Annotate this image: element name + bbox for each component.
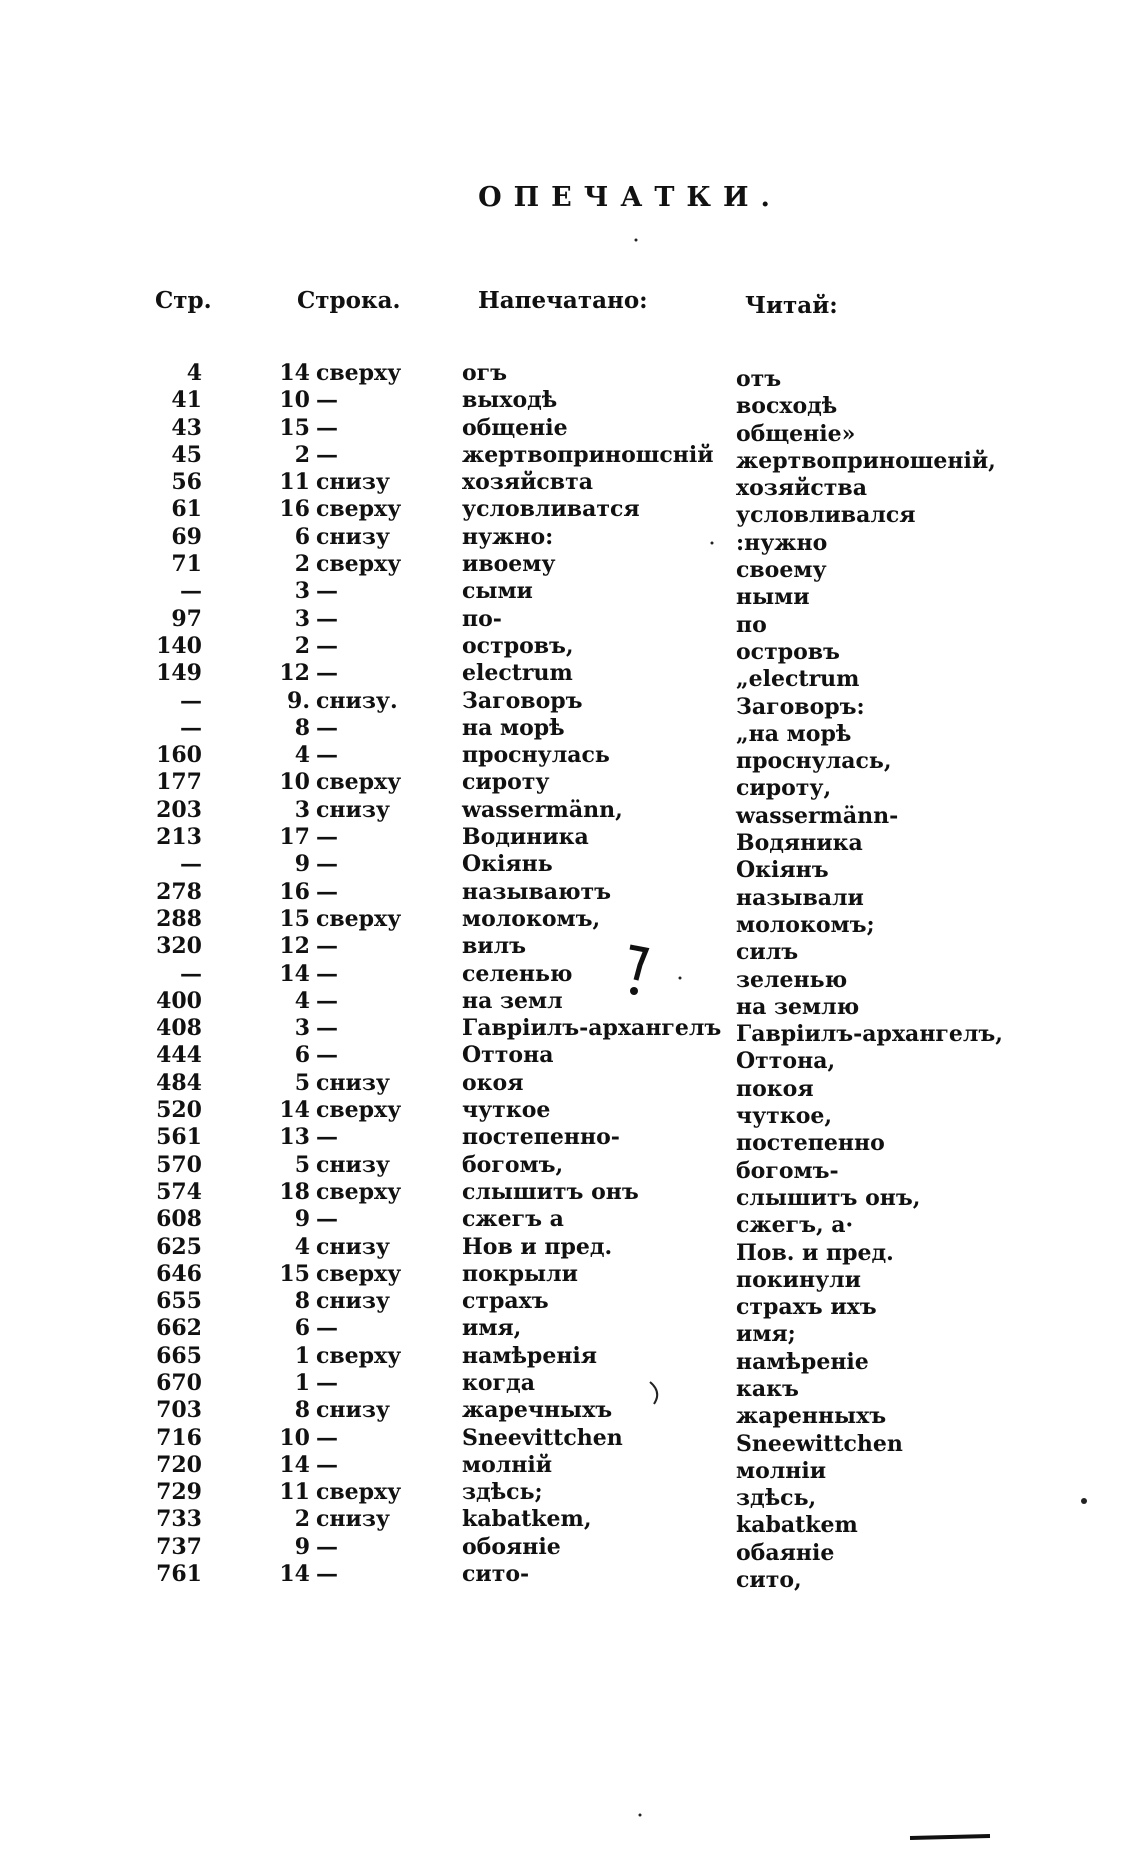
errata-row xyxy=(0,387,1140,420)
row-read: какъ xyxy=(736,1375,799,1402)
row-line-number: 4 xyxy=(294,742,310,769)
row-line-number: 4 xyxy=(294,1233,310,1260)
row-line-number: 12 xyxy=(279,933,310,960)
row-line-direction: — xyxy=(316,1206,338,1233)
row-printed: wassermänn, xyxy=(462,796,623,823)
row-page: 720 xyxy=(156,1451,202,1478)
row-line-direction: — xyxy=(316,878,338,905)
row-line-direction: — xyxy=(316,933,338,960)
errata-row xyxy=(0,1124,1140,1157)
errata-row xyxy=(0,851,1140,884)
row-printed: намѣренія xyxy=(462,1342,598,1369)
errata-row xyxy=(0,605,1140,638)
row-read: своему xyxy=(736,557,827,584)
row-page: 570 xyxy=(156,1151,202,1178)
row-line-number: 2 xyxy=(294,441,310,468)
row-line-number: 6 xyxy=(294,1042,310,1069)
row-page: 149 xyxy=(156,660,202,687)
row-page: 160 xyxy=(156,742,202,769)
row-line-number: 15 xyxy=(279,905,310,932)
row-line-number: 5 xyxy=(294,1069,310,1096)
errata-row xyxy=(0,551,1140,584)
row-line-direction: сверху xyxy=(316,1178,402,1205)
row-page: 625 xyxy=(156,1233,202,1260)
row-line-direction: снизу xyxy=(316,1069,390,1096)
row-line-direction: сверху xyxy=(316,360,402,386)
row-line-number: 14 xyxy=(279,1561,310,1588)
row-page: 4 xyxy=(186,360,202,386)
row-printed: сито- xyxy=(462,1561,530,1588)
row-read: проснулась, xyxy=(736,748,892,775)
row-read: слышитъ онъ, xyxy=(736,1184,921,1211)
row-line-direction: — xyxy=(316,1042,338,1069)
row-read: отъ xyxy=(736,366,782,392)
row-printed: проснулась xyxy=(462,742,610,769)
row-line-number: 16 xyxy=(279,878,310,905)
errata-row xyxy=(0,1069,1140,1102)
row-page: 43 xyxy=(171,414,202,441)
row-line-direction: снизу xyxy=(316,1506,390,1533)
errata-row xyxy=(0,660,1140,693)
row-page: 203 xyxy=(156,796,202,823)
row-page: 761 xyxy=(156,1561,202,1588)
row-line-number: 11 xyxy=(279,469,310,496)
errata-row xyxy=(0,1178,1140,1211)
errata-row xyxy=(0,714,1140,747)
row-line-number: 10 xyxy=(279,1424,310,1451)
row-page: 608 xyxy=(156,1206,202,1233)
errata-row xyxy=(0,1233,1140,1266)
errata-row xyxy=(0,1342,1140,1375)
row-printed: жертвоприношсній xyxy=(462,441,714,468)
row-printed: жаречныхъ xyxy=(462,1397,613,1424)
errata-row xyxy=(0,960,1140,993)
row-line-direction: — xyxy=(316,987,338,1014)
row-printed: Sneevittchen xyxy=(462,1424,623,1451)
row-read: островъ xyxy=(736,638,840,665)
row-line-direction: — xyxy=(316,1015,338,1042)
row-page: 278 xyxy=(156,878,202,905)
errata-row xyxy=(0,414,1140,447)
row-page: 665 xyxy=(156,1342,202,1369)
row-line-number: 8 xyxy=(294,1397,310,1424)
row-page: 97 xyxy=(171,605,202,632)
row-line-direction: — xyxy=(316,714,338,741)
errata-row xyxy=(0,1369,1140,1402)
row-line-number: 6 xyxy=(294,1315,310,1342)
row-printed: kabatkem, xyxy=(462,1506,592,1533)
errata-row xyxy=(0,1206,1140,1239)
row-read: молніи xyxy=(736,1457,827,1484)
row-printed: Оттона xyxy=(462,1042,554,1069)
errata-row xyxy=(0,742,1140,775)
row-line-direction: сверху xyxy=(316,1260,402,1287)
row-line-number: 10 xyxy=(279,387,310,414)
row-page: 520 xyxy=(156,1097,202,1124)
row-printed: постепенно- xyxy=(462,1124,620,1151)
row-printed: общеніе xyxy=(462,414,568,441)
errata-row xyxy=(0,1151,1140,1184)
errata-row xyxy=(0,796,1140,829)
row-line-number: 13 xyxy=(279,1124,310,1151)
row-line-number: 1 xyxy=(294,1342,310,1369)
row-page: 320 xyxy=(156,933,202,960)
row-line-number: 2 xyxy=(294,551,310,578)
errata-row xyxy=(0,441,1140,474)
row-printed: называютъ xyxy=(462,878,612,905)
errata-row xyxy=(0,1561,1140,1594)
row-line-number: 14 xyxy=(279,1097,310,1124)
row-line-direction: снизу xyxy=(316,469,390,496)
errata-row xyxy=(0,1479,1140,1512)
header-read: Читай: xyxy=(745,292,838,319)
row-line-number: 9. xyxy=(287,687,310,714)
row-line-direction: сверху xyxy=(316,496,402,523)
row-read: намѣреніе xyxy=(736,1348,869,1375)
row-line-number: 14 xyxy=(279,360,310,386)
errata-row xyxy=(0,1424,1140,1457)
row-line-direction: — xyxy=(316,960,338,987)
row-printed: островъ, xyxy=(462,632,574,659)
row-line-direction: сверху xyxy=(316,1342,402,1369)
errata-row xyxy=(0,632,1140,665)
errata-row xyxy=(0,687,1140,720)
errata-row xyxy=(0,1506,1140,1539)
row-printed: Нов и пред. xyxy=(462,1233,613,1260)
row-printed: богомъ, xyxy=(462,1151,564,1178)
errata-row xyxy=(0,1451,1140,1484)
row-line-direction: сверху xyxy=(316,551,402,578)
row-printed: сыми xyxy=(462,578,533,605)
errata-row xyxy=(0,1315,1140,1348)
row-line-number: 18 xyxy=(279,1178,310,1205)
errata-row xyxy=(0,905,1140,938)
row-read: ными xyxy=(736,584,810,611)
row-line-number: 3 xyxy=(294,1015,310,1042)
row-printed: выходѣ xyxy=(462,387,558,414)
row-read: чуткое, xyxy=(736,1103,833,1130)
row-line-direction: — xyxy=(316,851,338,878)
row-printed: обояніе xyxy=(462,1533,561,1560)
row-printed: Водиника xyxy=(462,824,589,851)
row-line-direction: снизу xyxy=(316,796,390,823)
page-title: ОПЕЧАТКИ. xyxy=(478,182,782,213)
errata-row xyxy=(0,496,1140,529)
row-read: богомъ- xyxy=(736,1157,839,1184)
row-read: Пов. и пред. xyxy=(736,1239,894,1266)
row-page: 561 xyxy=(156,1124,202,1151)
row-line-direction: сверху xyxy=(316,769,402,796)
row-read: страхъ ихъ xyxy=(736,1294,877,1321)
row-line-direction: снизу xyxy=(316,523,390,550)
row-line-direction: — xyxy=(316,660,338,687)
row-line-number: 16 xyxy=(279,496,310,523)
row-read: сироту, xyxy=(736,775,832,802)
row-line-direction: — xyxy=(316,1561,338,1588)
row-printed: селенью xyxy=(462,960,573,987)
errata-row xyxy=(0,1042,1140,1075)
row-read: по xyxy=(736,611,767,638)
row-page: 484 xyxy=(156,1069,202,1096)
errata-row xyxy=(0,1097,1140,1130)
row-page: — xyxy=(180,714,202,741)
errata-row xyxy=(0,469,1140,502)
row-read: молокомъ; xyxy=(736,911,875,938)
row-page: 177 xyxy=(156,769,202,796)
row-line-direction: снизу xyxy=(316,1151,390,1178)
row-printed: страхъ xyxy=(462,1288,549,1315)
row-line-number: 14 xyxy=(279,1451,310,1478)
header-page: Стр. xyxy=(155,287,212,314)
row-line-direction: — xyxy=(316,1369,338,1396)
errata-row xyxy=(0,360,1140,392)
row-read: жаренныхъ xyxy=(736,1403,887,1430)
row-read: Заговоръ: xyxy=(736,693,865,720)
row-line-direction: снизу xyxy=(316,1233,390,1260)
row-line-number: 3 xyxy=(294,796,310,823)
row-printed: сироту xyxy=(462,769,550,796)
row-line-number: 6 xyxy=(294,523,310,550)
row-line-number: 5 xyxy=(294,1151,310,1178)
row-line-number: 11 xyxy=(279,1479,310,1506)
row-line-direction: — xyxy=(316,414,338,441)
row-line-direction: — xyxy=(316,1424,338,1451)
row-read: на землю xyxy=(736,993,860,1020)
row-read: постепенно xyxy=(736,1130,885,1157)
row-read: имя; xyxy=(736,1321,796,1348)
row-read: восходѣ xyxy=(736,393,838,420)
row-page: — xyxy=(180,960,202,987)
row-read: „electrum xyxy=(736,666,860,693)
row-page: 140 xyxy=(156,632,202,659)
row-read: здѣсь, xyxy=(736,1485,817,1512)
row-page: 646 xyxy=(156,1260,202,1287)
row-line-number: 15 xyxy=(279,1260,310,1287)
row-line-direction: — xyxy=(316,742,338,769)
row-line-direction: — xyxy=(316,632,338,659)
row-read: называли xyxy=(736,884,864,911)
row-read: силъ xyxy=(736,939,799,966)
row-page: 662 xyxy=(156,1315,202,1342)
row-read: kabatkem xyxy=(736,1512,858,1539)
errata-row xyxy=(0,1015,1140,1048)
row-printed: хозяйсвта xyxy=(462,469,593,496)
errata-row xyxy=(0,523,1140,556)
row-page: — xyxy=(180,687,202,714)
row-line-number: 9 xyxy=(294,1206,310,1233)
row-page: 737 xyxy=(156,1533,202,1560)
row-printed: когда xyxy=(462,1369,535,1396)
row-page: 729 xyxy=(156,1479,202,1506)
row-page: 670 xyxy=(156,1369,202,1396)
row-line-direction: сверху xyxy=(316,1479,402,1506)
row-page: 71 xyxy=(171,551,202,578)
row-read: покоя xyxy=(736,1075,814,1102)
errata-row xyxy=(0,824,1140,857)
row-line-direction: — xyxy=(316,1315,338,1342)
row-printed: сжегъ а xyxy=(462,1206,564,1233)
row-read: Водяника xyxy=(736,830,863,857)
row-line-number: 1 xyxy=(294,1369,310,1396)
row-printed: молокомъ, xyxy=(462,905,601,932)
row-line-direction: — xyxy=(316,1124,338,1151)
row-line-number: 3 xyxy=(294,578,310,605)
header-line: Строка. xyxy=(297,287,401,314)
row-line-number: 17 xyxy=(279,824,310,851)
errata-row xyxy=(0,933,1140,966)
row-page: 41 xyxy=(171,387,202,414)
row-line-direction: — xyxy=(316,387,338,414)
row-page: 69 xyxy=(171,523,202,550)
row-line-number: 14 xyxy=(279,960,310,987)
row-page: 716 xyxy=(156,1424,202,1451)
row-printed: на морѣ xyxy=(462,714,565,741)
row-line-direction: — xyxy=(316,824,338,851)
row-read: Sneewittchen xyxy=(736,1430,903,1457)
row-line-direction: снизу. xyxy=(316,687,398,714)
row-read: зеленью xyxy=(736,966,848,993)
row-read: условливался xyxy=(736,502,916,529)
row-page: 574 xyxy=(156,1178,202,1205)
row-read: :нужно xyxy=(736,529,828,556)
row-line-number: 12 xyxy=(279,660,310,687)
row-page: — xyxy=(180,578,202,605)
row-printed: имя, xyxy=(462,1315,522,1342)
row-printed: вилъ xyxy=(462,933,526,960)
row-printed: electrum xyxy=(462,660,573,687)
row-printed: Гавріилъ-архангелъ xyxy=(462,1015,722,1042)
errata-table xyxy=(0,360,1140,1594)
row-printed: окоя xyxy=(462,1069,524,1096)
row-printed: по- xyxy=(462,605,502,632)
row-printed: здѣсь; xyxy=(462,1479,543,1506)
row-read: хозяйства xyxy=(736,475,867,502)
row-line-direction: сверху xyxy=(316,1097,402,1124)
row-line-number: 3 xyxy=(294,605,310,632)
row-line-number: 8 xyxy=(294,1288,310,1315)
row-printed: на земл xyxy=(462,987,563,1014)
errata-row xyxy=(0,987,1140,1020)
row-page: — xyxy=(180,851,202,878)
row-read: wassermänn- xyxy=(736,802,899,829)
row-page: 56 xyxy=(171,469,202,496)
row-page: 733 xyxy=(156,1506,202,1533)
row-line-number: 10 xyxy=(279,769,310,796)
row-page: 400 xyxy=(156,987,202,1014)
row-read: сжегъ, а· xyxy=(736,1212,854,1239)
row-page: 444 xyxy=(156,1042,202,1069)
row-page: 45 xyxy=(171,441,202,468)
row-page: 61 xyxy=(171,496,202,523)
row-line-direction: — xyxy=(316,441,338,468)
errata-row xyxy=(0,1288,1140,1321)
row-line-number: 9 xyxy=(294,851,310,878)
row-line-direction: — xyxy=(316,578,338,605)
errata-row xyxy=(0,1533,1140,1566)
errata-row xyxy=(0,1260,1140,1293)
row-read: сито, xyxy=(736,1567,802,1594)
row-line-number: 8 xyxy=(294,714,310,741)
row-line-direction: снизу xyxy=(316,1397,390,1424)
row-printed: Окіянь xyxy=(462,851,553,878)
row-printed: чуткое xyxy=(462,1097,551,1124)
header-printed: Напечатано: xyxy=(478,287,648,314)
row-read: „на морѣ xyxy=(736,720,852,747)
row-line-number: 2 xyxy=(294,632,310,659)
row-page: 288 xyxy=(156,905,202,932)
row-page: 703 xyxy=(156,1397,202,1424)
errata-row xyxy=(0,878,1140,911)
row-read: обаяніе xyxy=(736,1539,835,1566)
row-printed: Заговоръ xyxy=(462,687,583,714)
row-line-number: 15 xyxy=(279,414,310,441)
row-printed: покрыли xyxy=(462,1260,578,1287)
row-printed: нужно: xyxy=(462,523,554,550)
row-printed: слышитъ онъ xyxy=(462,1178,639,1205)
errata-row xyxy=(0,1397,1140,1430)
row-line-direction: — xyxy=(316,1533,338,1560)
row-line-number: 4 xyxy=(294,987,310,1014)
row-printed: огъ xyxy=(462,360,508,386)
row-printed: ивоему xyxy=(462,551,556,578)
row-page: 408 xyxy=(156,1015,202,1042)
errata-row xyxy=(0,578,1140,611)
row-printed: молній xyxy=(462,1451,553,1478)
row-read: Гавріилъ-архангелъ, xyxy=(736,1021,1003,1048)
row-page: 655 xyxy=(156,1288,202,1315)
row-read: жертвоприношеній, xyxy=(736,447,996,474)
row-read: Оттона, xyxy=(736,1048,836,1075)
row-line-direction: — xyxy=(316,1451,338,1478)
row-printed: условливатся xyxy=(462,496,640,523)
row-line-direction: — xyxy=(316,605,338,632)
row-line-number: 2 xyxy=(294,1506,310,1533)
row-page: 213 xyxy=(156,824,202,851)
errata-row xyxy=(0,769,1140,802)
row-read: общеніе» xyxy=(736,420,856,447)
row-line-direction: снизу xyxy=(316,1288,390,1315)
row-line-number: 9 xyxy=(294,1533,310,1560)
row-read: Окіянъ xyxy=(736,857,829,884)
row-line-direction: сверху xyxy=(316,905,402,932)
row-read: покинули xyxy=(736,1266,861,1293)
